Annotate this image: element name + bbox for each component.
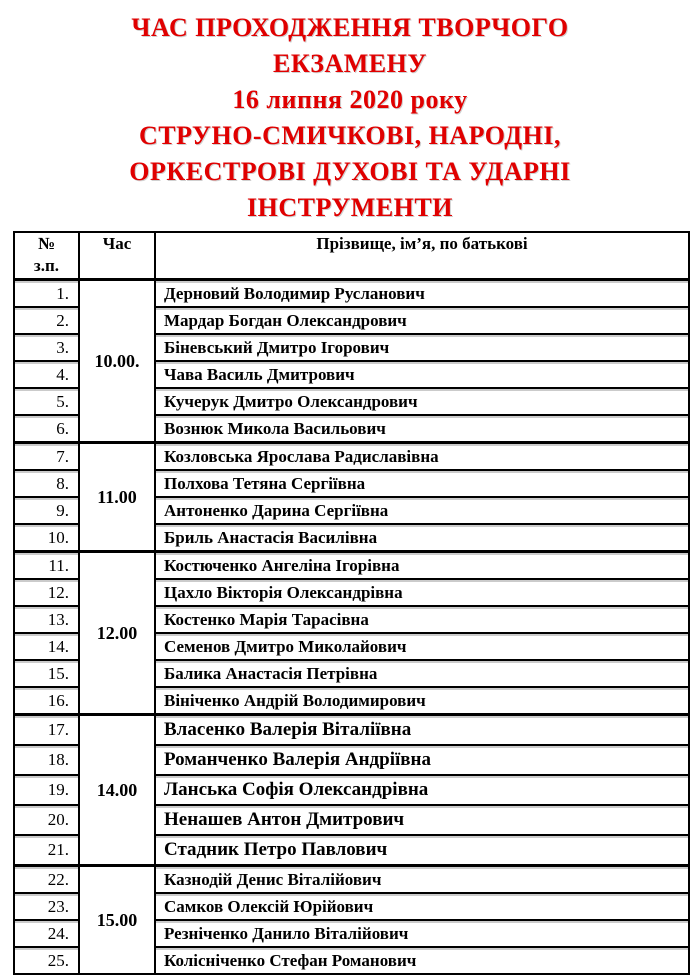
person-name: Семенов Дмитро Миколайович bbox=[155, 633, 689, 660]
title-line: ІНСТРУМЕНТИ bbox=[247, 193, 453, 222]
time-cell: 12.00 bbox=[79, 552, 155, 715]
time-cell: 14.00 bbox=[79, 715, 155, 866]
table-row bbox=[14, 552, 689, 580]
person-name: Мардар Богдан Олександрович bbox=[155, 307, 689, 334]
row-number: 14. bbox=[14, 633, 79, 660]
person-name: Колісніченко Стефан Романович bbox=[155, 947, 689, 974]
table-body bbox=[14, 280, 689, 975]
row-number: 22. bbox=[14, 866, 79, 894]
row-number: 20. bbox=[14, 805, 79, 835]
person-name: Вініченко Андрій Володимирович bbox=[155, 687, 689, 715]
person-name: Костюченко Ангеліна Ігорівна bbox=[155, 552, 689, 580]
person-name: Стадник Петро Павлович bbox=[155, 835, 689, 866]
table-row bbox=[14, 280, 689, 308]
title-line: СТРУНО-СМИЧКОВІ, НАРОДНІ, bbox=[139, 121, 561, 150]
header-row bbox=[14, 232, 689, 280]
person-name: Цахло Вікторія Олександрівна bbox=[155, 579, 689, 606]
person-name: Полхова Тетяна Сергіївна bbox=[155, 470, 689, 497]
row-number: 13. bbox=[14, 606, 79, 633]
document-title bbox=[0, 0, 700, 226]
person-name: Романченко Валерія Андріївна bbox=[155, 745, 689, 775]
person-name: Біневський Дмитро Ігорович bbox=[155, 334, 689, 361]
row-number: 11. bbox=[14, 552, 79, 580]
person-name: Резніченко Данило Віталійович bbox=[155, 920, 689, 947]
person-name: Балика Анастасія Петрівна bbox=[155, 660, 689, 687]
row-number: 21. bbox=[14, 835, 79, 866]
table-row bbox=[14, 715, 689, 746]
table-row bbox=[14, 866, 689, 894]
row-number: 3. bbox=[14, 334, 79, 361]
row-number: 2. bbox=[14, 307, 79, 334]
time-cell: 10.00. bbox=[79, 280, 155, 443]
header-number bbox=[14, 232, 79, 280]
table-row bbox=[14, 443, 689, 471]
row-number: 24. bbox=[14, 920, 79, 947]
row-number: 10. bbox=[14, 524, 79, 552]
time-cell: 15.00 bbox=[79, 866, 155, 975]
table-header bbox=[14, 232, 689, 280]
row-number: 8. bbox=[14, 470, 79, 497]
header-name: Прізвище, ім’я, по батькові bbox=[155, 232, 689, 280]
row-number: 23. bbox=[14, 893, 79, 920]
time-cell: 11.00 bbox=[79, 443, 155, 552]
row-number: 12. bbox=[14, 579, 79, 606]
person-name: Власенко Валерія Віталіївна bbox=[155, 715, 689, 746]
row-number: 1. bbox=[14, 280, 79, 308]
person-name: Вознюк Микола Васильович bbox=[155, 415, 689, 443]
exam-schedule-table bbox=[13, 231, 690, 975]
person-name: Самков Олексій Юрійович bbox=[155, 893, 689, 920]
title-line: ЕКЗАМЕНУ bbox=[273, 49, 427, 78]
person-name: Кучерук Дмитро Олександрович bbox=[155, 388, 689, 415]
row-number: 16. bbox=[14, 687, 79, 715]
row-number: 6. bbox=[14, 415, 79, 443]
row-number: 18. bbox=[14, 745, 79, 775]
row-number: 17. bbox=[14, 715, 79, 746]
person-name: Чава Василь Дмитрович bbox=[155, 361, 689, 388]
row-number: 7. bbox=[14, 443, 79, 471]
row-number: 9. bbox=[14, 497, 79, 524]
person-name: Дерновий Володимир Русланович bbox=[155, 280, 689, 308]
row-number: 19. bbox=[14, 775, 79, 805]
person-name: Костенко Марія Тарасівна bbox=[155, 606, 689, 633]
row-number: 4. bbox=[14, 361, 79, 388]
row-number: 15. bbox=[14, 660, 79, 687]
person-name: Антоненко Дарина Сергіївна bbox=[155, 497, 689, 524]
person-name: Ненашев Антон Дмитрович bbox=[155, 805, 689, 835]
header-number-line1: № bbox=[37, 234, 56, 253]
header-time: Час bbox=[79, 232, 155, 280]
person-name: Козловська Ярослава Радиславівна bbox=[155, 443, 689, 471]
row-number: 5. bbox=[14, 388, 79, 415]
row-number: 25. bbox=[14, 947, 79, 974]
title-line: ЧАС ПРОХОДЖЕННЯ ТВОРЧОГО bbox=[131, 13, 569, 42]
person-name: Ланська Софія Олександрівна bbox=[155, 775, 689, 805]
title-line: 16 липня 2020 року bbox=[232, 85, 468, 114]
person-name: Бриль Анастасія Василівна bbox=[155, 524, 689, 552]
person-name: Казнодій Денис Віталійович bbox=[155, 866, 689, 894]
title-line: ОРКЕСТРОВІ ДУХОВІ ТА УДАРНІ bbox=[129, 157, 571, 186]
header-number-line2: з.п. bbox=[33, 256, 60, 275]
